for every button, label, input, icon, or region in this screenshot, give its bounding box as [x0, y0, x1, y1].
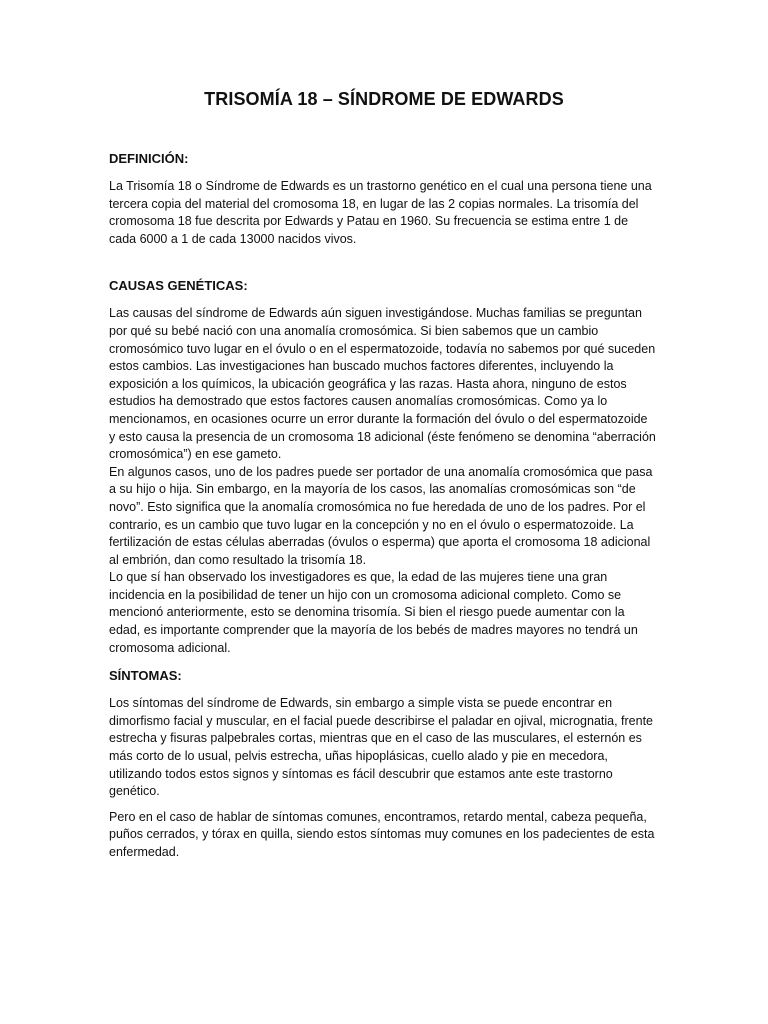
section-sintomas: [109, 667, 657, 861]
document-body: [109, 150, 657, 862]
paragraph-sintomas-1: Los síntomas del síndrome de Edwards, sin embargo a simple vista se puede encontrar en dimorfismo facial y muscular, en el facial puede describirse el paladar en ojival, micrognatia, frente estrecha y fisuras palpebrales cortas, mientras que en el caso de las musculares, el esternón es más corto de lo usual, pelvis estrecha, uñas hipoplásicas, cuello alado y pie en mecedora, utilizando todos estos signos y síntomas es fácil descubrir que estamos ante este trastorno genético.: [109, 696, 654, 799]
section-heading-definicion: DEFINICIÓN:: [109, 151, 189, 166]
section-heading-sintomas: SÍNTOMAS:: [109, 668, 182, 684]
paragraph-definicion: La Trisomía 18 o Síndrome de Edwards es un trastorno genético en el cual una persona tiene una tercera copia del material del cromosoma 18, en lugar de las 2 copias normales. La trisomía del cromosoma 18 fue descrita por Edwards y Patau en 1960. Su frecuencia se estima entre 1 de cada 6000 a 1 de cada 13000 nacidos vivos.: [109, 179, 652, 246]
paragraph-causas-1: Las causas del síndrome de Edwards aún siguen investigándose. Muchas familias se preguntan por qué su bebé nació con una anomalía cromosómica. Si bien sabemos que un cambio cromosómico tuvo lugar en el óvulo o en el espermatozoide, todavía no sabemos por qué suceden estos cambios. Las investigaciones han buscado muchos factores diferentes, incluyendo la exposición a los químicos, la ubicación geográfica y las razas. Hasta ahora, ninguno de estos estudios ha demostrado que estos factores causen anomalías cromosómicas. Como ya lo mencionamos, en ocasiones ocurre un error durante la formación del óvulo o del espermatozoide y esto causa la presencia de un cromosoma 18 adicional (éste fenómeno se denomina “aberración cromosómica”) en ese gameto.: [109, 306, 656, 462]
section-causas-geneticas: [109, 277, 657, 657]
paragraph-causas-2: En algunos casos, uno de los padres puede ser portador de una anomalía cromosómica que pasa a su hijo o hija. Sin embargo, en la mayoría de los casos, las anomalías cromosómicas son “de novo”. Esto significa que la anomalía cromosómica no fue heredada de uno de los padres. Por el contrario, es un cambio que tuvo lugar en la concepción y no en el óvulo o espermatozoide. La fertilización de estas células aberradas (óvulos o esperma) que aporta el cromosoma 18 adicional al embrión, dan como resultado la trisomía 18.: [109, 464, 653, 567]
document-title: TRISOMÍA 18 – SÍNDROME DE EDWARDS: [204, 89, 564, 109]
paragraph-sintomas-2: Pero en el caso de hablar de síntomas comunes, encontramos, retardo mental, cabeza pequeña, puños cerrados, y tórax en quilla, siendo estos síntomas muy comunes en los padecientes de esta enfermedad.: [109, 809, 655, 859]
section-definicion: [109, 150, 657, 248]
section-heading-causas: CAUSAS GENÉTICAS:: [109, 278, 248, 294]
paragraph-causas-3: Lo que sí han observado los investigadores es que, la edad de las mujeres tiene una gran incidencia en la posibilidad de tener un hijo con un cromosoma adicional completo. Como se mencionó anteriormente, esto se denomina trisomía. Si bien el riesgo puede aumentar con la edad, es importante comprender que la mayoría de los bebés de madres mayores no tendrá un cromosoma adicional.: [109, 570, 638, 655]
